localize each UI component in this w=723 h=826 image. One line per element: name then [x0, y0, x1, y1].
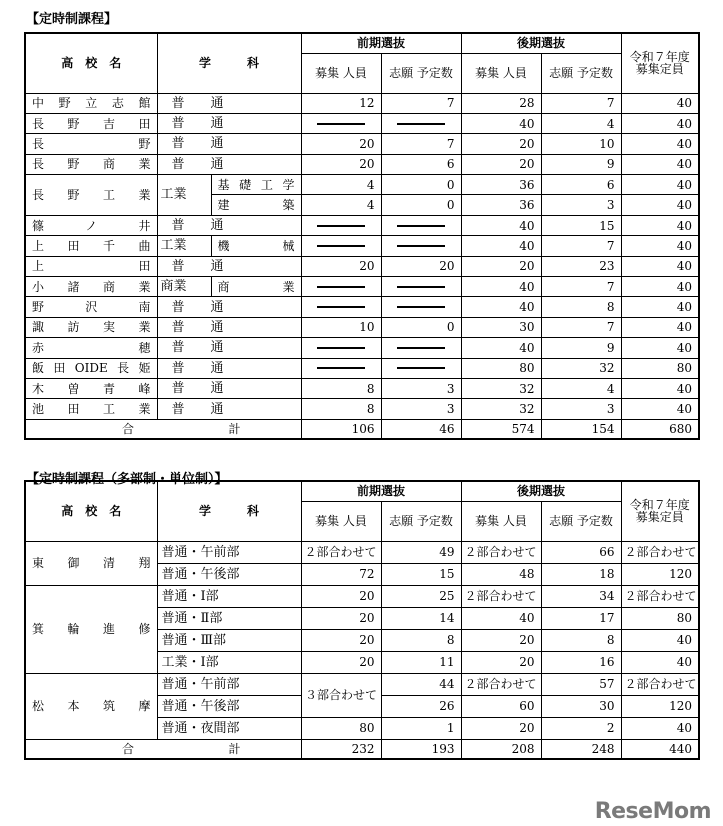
header-school: 高 校 名 [25, 33, 157, 93]
total-capacity: 40 [621, 317, 699, 337]
total-capacity: 80 [621, 358, 699, 378]
late-quota: 20 [461, 717, 541, 739]
early-quota: 72 [301, 563, 381, 585]
dept-name: 普 通 [157, 297, 301, 317]
table-row [25, 236, 699, 256]
late-quota: 20 [461, 651, 541, 673]
dept-name: 普通・午後部 [157, 563, 301, 585]
early-quota: 4 [301, 175, 381, 195]
early-apply: 1 [381, 717, 461, 739]
early-apply: 49 [381, 541, 461, 563]
total-label: 合 計 [25, 739, 301, 759]
early-apply: 6 [381, 154, 461, 174]
school-name: 松本筑摩 [25, 673, 157, 739]
late-apply: 16 [541, 651, 621, 673]
dept-sub: 基礎工学 [211, 175, 301, 195]
early-quota: 8 [301, 399, 381, 419]
not-applicable-dash [397, 123, 445, 125]
header-early-apply: 志願 予定数 [381, 501, 461, 541]
not-applicable-dash [317, 245, 365, 247]
early-quota-note: ２部合わせて [301, 541, 381, 563]
late-quota: 40 [461, 215, 541, 235]
late-apply: 15 [541, 215, 621, 235]
school-name: 中野立志館 [25, 93, 157, 113]
late-quota: 20 [461, 154, 541, 174]
dept-name: 工業・Ⅰ部 [157, 651, 301, 673]
teijisei-table [24, 32, 700, 440]
tabusei-table [24, 480, 700, 760]
late-quota: 40 [461, 338, 541, 358]
school-name: 長野工業 [25, 175, 157, 216]
dept-name: 普 通 [157, 256, 301, 276]
header-early-quota: 募集 人員 [301, 53, 381, 93]
dept-name: 普 通 [157, 317, 301, 337]
not-applicable-dash [317, 347, 365, 349]
table-row [25, 154, 699, 174]
dept-name: 普 通 [157, 154, 301, 174]
dept-name: 普 通 [157, 378, 301, 398]
total-capacity: 40 [621, 297, 699, 317]
early-apply: 7 [381, 93, 461, 113]
late-apply: 8 [541, 297, 621, 317]
header-early-apply: 志願 予定数 [381, 53, 461, 93]
table-row [25, 541, 699, 563]
table-row [25, 175, 699, 195]
early-quota: 20 [301, 134, 381, 154]
late-apply: 7 [541, 317, 621, 337]
total-capacity-note: ２部合わせて [621, 541, 699, 563]
school-name: 木曽青峰 [25, 378, 157, 398]
header-dept: 学 科 [157, 481, 301, 541]
early-quota: 20 [301, 607, 381, 629]
school-name: 長野 [25, 134, 157, 154]
total-late-quota: 208 [461, 739, 541, 759]
dept-group: 工業 [157, 175, 211, 216]
total-capacity: 40 [621, 93, 699, 113]
late-apply: 6 [541, 175, 621, 195]
early-apply: 3 [381, 399, 461, 419]
late-apply: 7 [541, 93, 621, 113]
total-label: 合 計 [25, 419, 301, 439]
total-capacity: 40 [621, 195, 699, 215]
total-late-apply: 154 [541, 419, 621, 439]
dept-name: 普通・Ⅱ部 [157, 607, 301, 629]
dept-sub: 建築 [211, 195, 301, 215]
late-quota-note: ２部合わせて [461, 585, 541, 607]
total-capacity: 80 [621, 607, 699, 629]
header-late-apply: 志願 予定数 [541, 501, 621, 541]
not-applicable-dash [397, 306, 445, 308]
total-capacity: 40 [621, 175, 699, 195]
late-quota: 40 [461, 607, 541, 629]
early-quota-note: ３部合わせて [301, 673, 381, 717]
early-quota [301, 277, 381, 297]
early-apply: 11 [381, 651, 461, 673]
early-quota: 20 [301, 629, 381, 651]
header-early-quota: 募集 人員 [301, 501, 381, 541]
dept-name: 普通・Ⅰ部 [157, 585, 301, 607]
early-quota [301, 215, 381, 235]
table-row [25, 93, 699, 113]
late-apply: 2 [541, 717, 621, 739]
table-row [25, 338, 699, 358]
dept-name: 普 通 [157, 358, 301, 378]
table-row [25, 215, 699, 235]
late-quota: 48 [461, 563, 541, 585]
not-applicable-dash [317, 306, 365, 308]
total-capacity: 40 [621, 338, 699, 358]
not-applicable-dash [317, 225, 365, 227]
late-quota: 30 [461, 317, 541, 337]
school-name: 上田千曲 [25, 236, 157, 256]
total-capacity: 40 [621, 154, 699, 174]
not-applicable-dash [317, 367, 365, 369]
late-apply: 9 [541, 338, 621, 358]
school-name: 池田工業 [25, 399, 157, 419]
late-quota: 20 [461, 256, 541, 276]
late-quota-note: ２部合わせて [461, 673, 541, 695]
early-quota [301, 113, 381, 133]
dept-group: 工業 [157, 236, 211, 256]
late-quota: 20 [461, 629, 541, 651]
late-quota: 40 [461, 236, 541, 256]
dept-sub: 商業 [211, 277, 301, 297]
table-row [25, 399, 699, 419]
early-apply [381, 215, 461, 235]
dept-name: 普通・午後部 [157, 695, 301, 717]
school-name: 野沢南 [25, 297, 157, 317]
total-capacity: 120 [621, 563, 699, 585]
not-applicable-dash [317, 286, 365, 288]
total-late-quota: 574 [461, 419, 541, 439]
late-apply: 23 [541, 256, 621, 276]
school-name: 上田 [25, 256, 157, 276]
late-apply: 66 [541, 541, 621, 563]
total-capacity: 40 [621, 378, 699, 398]
early-apply: 44 [381, 673, 461, 695]
late-quota: 20 [461, 134, 541, 154]
header-total-capacity: 令和７年度 募集定員 [621, 481, 699, 541]
late-apply: 9 [541, 154, 621, 174]
early-quota: 80 [301, 717, 381, 739]
table-row [25, 358, 699, 378]
early-quota: 20 [301, 585, 381, 607]
header-late: 後期選抜 [461, 481, 621, 501]
late-quota: 36 [461, 175, 541, 195]
school-name: 長野商業 [25, 154, 157, 174]
late-quota: 32 [461, 399, 541, 419]
late-quota-note: ２部合わせて [461, 541, 541, 563]
dept-name: 普 通 [157, 134, 301, 154]
header-total-capacity: 令和７年度 募集定員 [621, 33, 699, 93]
early-apply [381, 338, 461, 358]
total-capacity: 40 [621, 134, 699, 154]
table-row [25, 134, 699, 154]
section-title-tabusei: 【定時制課程（多部制・単位制）】 [26, 472, 228, 487]
total-capacity: 440 [621, 739, 699, 759]
early-quota [301, 338, 381, 358]
resemom-logo: ReseMom [594, 799, 711, 824]
early-apply [381, 358, 461, 378]
early-apply: 8 [381, 629, 461, 651]
late-apply: 34 [541, 585, 621, 607]
late-apply: 4 [541, 113, 621, 133]
table-row [25, 256, 699, 276]
early-apply: 0 [381, 317, 461, 337]
dept-name: 普通・夜間部 [157, 717, 301, 739]
table-row [25, 317, 699, 337]
late-apply: 3 [541, 195, 621, 215]
header-dept: 学 科 [157, 33, 301, 93]
total-capacity: 40 [621, 256, 699, 276]
header-school: 高 校 名 [25, 481, 157, 541]
early-apply: 3 [381, 378, 461, 398]
early-apply [381, 236, 461, 256]
total-capacity-note: ２部合わせて [621, 673, 699, 695]
total-capacity: 40 [621, 717, 699, 739]
table-row [25, 585, 699, 607]
school-name: 小諸商業 [25, 277, 157, 297]
total-capacity: 120 [621, 695, 699, 717]
total-early-quota: 232 [301, 739, 381, 759]
dept-name: 普通・Ⅲ部 [157, 629, 301, 651]
dept-name: 普 通 [157, 113, 301, 133]
school-name: 飯田OIDE長姫 [25, 358, 157, 378]
late-quota: 40 [461, 113, 541, 133]
dept-name: 普 通 [157, 93, 301, 113]
total-early-quota: 106 [301, 419, 381, 439]
early-apply: 14 [381, 607, 461, 629]
school-name: 長野吉田 [25, 113, 157, 133]
table-row [25, 297, 699, 317]
early-quota: 20 [301, 651, 381, 673]
header-late-quota: 募集 人員 [461, 501, 541, 541]
total-capacity: 40 [621, 113, 699, 133]
early-apply: 0 [381, 195, 461, 215]
early-apply: 25 [381, 585, 461, 607]
dept-sub: 機械 [211, 236, 301, 256]
not-applicable-dash [397, 367, 445, 369]
header-early: 前期選抜 [301, 33, 461, 53]
early-quota [301, 236, 381, 256]
early-apply [381, 277, 461, 297]
total-capacity: 40 [621, 236, 699, 256]
table-row [25, 673, 699, 695]
total-capacity: 40 [621, 651, 699, 673]
dept-name: 普通・午前部 [157, 541, 301, 563]
not-applicable-dash [397, 347, 445, 349]
late-apply: 8 [541, 629, 621, 651]
late-apply: 30 [541, 695, 621, 717]
late-quota: 60 [461, 695, 541, 717]
early-apply: 15 [381, 563, 461, 585]
late-apply: 17 [541, 607, 621, 629]
early-apply: 0 [381, 175, 461, 195]
dept-name: 普 通 [157, 338, 301, 358]
late-apply: 32 [541, 358, 621, 378]
school-name: 赤穂 [25, 338, 157, 358]
section-title-teijisei: 【定時制課程】 [26, 12, 118, 27]
late-apply: 3 [541, 399, 621, 419]
late-quota: 80 [461, 358, 541, 378]
total-capacity: 40 [621, 215, 699, 235]
school-name: 東御清翔 [25, 541, 157, 585]
late-apply: 7 [541, 277, 621, 297]
table-row [25, 277, 699, 297]
table-row [25, 378, 699, 398]
early-apply: 26 [381, 695, 461, 717]
early-quota: 4 [301, 195, 381, 215]
early-quota [301, 297, 381, 317]
header-late-quota: 募集 人員 [461, 53, 541, 93]
dept-name: 普 通 [157, 399, 301, 419]
total-early-apply: 46 [381, 419, 461, 439]
early-quota: 10 [301, 317, 381, 337]
school-name: 諏訪実業 [25, 317, 157, 337]
total-capacity: 40 [621, 277, 699, 297]
dept-group: 商業 [157, 277, 211, 297]
total-capacity: 40 [621, 399, 699, 419]
late-quota: 32 [461, 378, 541, 398]
school-name: 篠ノ井 [25, 215, 157, 235]
total-capacity: 680 [621, 419, 699, 439]
early-quota: 8 [301, 378, 381, 398]
late-apply: 18 [541, 563, 621, 585]
early-quota: 20 [301, 154, 381, 174]
late-quota: 28 [461, 93, 541, 113]
header-late: 後期選抜 [461, 33, 621, 53]
school-name: 箕輪進修 [25, 585, 157, 673]
late-apply: 57 [541, 673, 621, 695]
header-early: 前期選抜 [301, 481, 461, 501]
early-apply: 7 [381, 134, 461, 154]
late-quota: 40 [461, 297, 541, 317]
late-apply: 7 [541, 236, 621, 256]
early-quota [301, 358, 381, 378]
late-quota: 36 [461, 195, 541, 215]
late-quota: 40 [461, 277, 541, 297]
late-apply: 4 [541, 378, 621, 398]
header-late-apply: 志願 予定数 [541, 53, 621, 93]
early-apply: 20 [381, 256, 461, 276]
early-apply [381, 113, 461, 133]
total-early-apply: 193 [381, 739, 461, 759]
total-late-apply: 248 [541, 739, 621, 759]
dept-name: 普 通 [157, 215, 301, 235]
late-apply: 10 [541, 134, 621, 154]
early-quota: 20 [301, 256, 381, 276]
not-applicable-dash [317, 123, 365, 125]
total-capacity-note: ２部合わせて [621, 585, 699, 607]
not-applicable-dash [397, 245, 445, 247]
early-apply [381, 297, 461, 317]
not-applicable-dash [397, 286, 445, 288]
dept-name: 普通・午前部 [157, 673, 301, 695]
table-row [25, 113, 699, 133]
not-applicable-dash [397, 225, 445, 227]
total-capacity: 40 [621, 629, 699, 651]
early-quota: 12 [301, 93, 381, 113]
